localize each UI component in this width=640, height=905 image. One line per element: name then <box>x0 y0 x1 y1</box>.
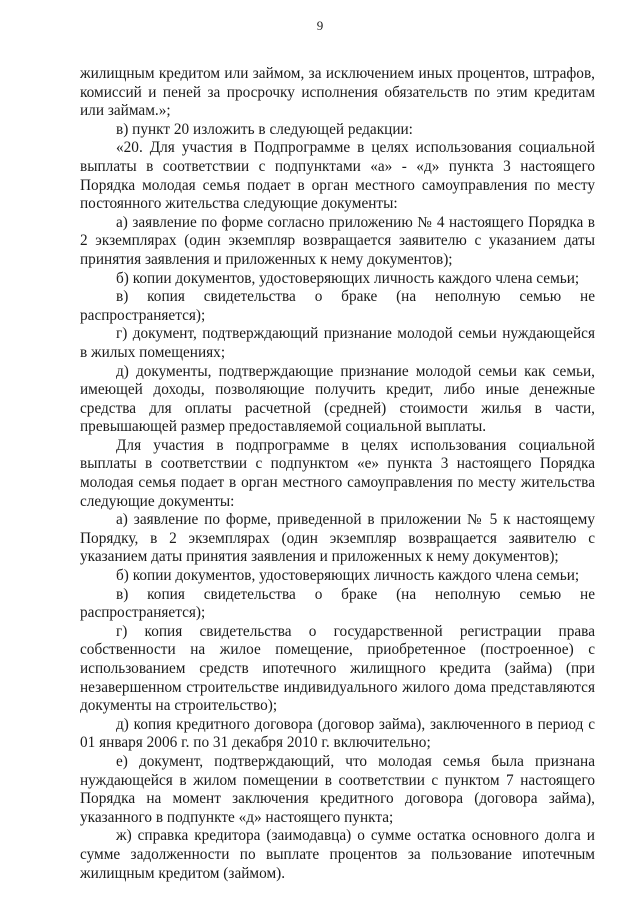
list-item-b-2: б) копии документов, удостоверяющих личность каждого члена семьи; <box>116 567 580 585</box>
list-item-b: б) копии документов, удостоверяющих личность каждого члена семьи; <box>116 269 580 287</box>
paragraph-clause-20: «20. Для участия в Подпрограмме в целях использования социальной выплаты в соответствии с подпунктами «а» - «д» пункта 3 настоящего Порядка молодая семья подает в орган местного самоуправления по месту постоянного жительства следующие документы: <box>80 139 595 213</box>
list-item-zh-2: ж) справка кредитора (заимодавца) о сумме остатка основного долга и сумме задолженности по выплате процентов за пользование ипотечным жилищным кредитом (займом). <box>80 827 595 882</box>
paragraph-continuation: жилищным кредитом или займом, за исключением иных процентов, штрафов, комиссий и пеней за просрочку исполнения обязательств по этим кредитам или займам.»; <box>80 65 595 120</box>
list-item-a: а) заявление по форме согласно приложению № 4 настоящего Порядка в 2 экземплярах (один экземпляр возвращается заявителю с указанием даты принятия заявления и приложенных к нему документов); <box>80 213 595 268</box>
list-item-d: д) документы, подтверждающие признание молодой семьи как семьи, имеющей доходы, позволяющие получить кредит, либо иные денежные средства для оплаты расчетной (средней) стоимости жилья в части, превышающей размер предоставляемой социальной выплаты. <box>80 362 595 436</box>
page-number: 9 <box>316 18 324 33</box>
paragraph-amendment-intro: в) пункт 20 изложить в следующей редакции: <box>116 120 413 138</box>
paragraph-subprogram-e: Для участия в подпрограмме в целях использования социальной выплаты в соответствии с подпунктом «е» пункта 3 настоящего Порядка молодая семья подает в орган местного самоуправления по месту жительства следующие документы: <box>80 436 595 510</box>
list-item-v: в) копия свидетельства о браке (на неполную семью не распространяется); <box>80 288 595 324</box>
list-item-e-2: е) документ, подтверждающий, что молодая семья была признана нуждающейся в жилом помещении в соответствии с пунктом 7 настоящего Порядка на момент заключения кредитного договора (договора займа), указанного в подпункте «д» настоящего пункта; <box>80 752 595 826</box>
document-body <box>80 65 595 883</box>
list-item-v-2: в) копия свидетельства о браке (на неполную семью не распространяется); <box>80 585 595 622</box>
list-item-g: г) документ, подтверждающий признание молодой семьи нуждающейся в жилых помещениях; <box>80 325 595 361</box>
list-item-a-2: а) заявление по форме, приведенной в приложении № 5 к настоящему Порядку, в 2 экземплярах (один экземпляр возвращается заявителю с указанием даты принятия заявления и приложенных к нему документов); <box>80 511 595 566</box>
list-item-d-2: д) копия кредитного договора (договор займа), заключенного в период с 01 января 2006 г. по 31 декабря 2010 г. включительно; <box>80 715 595 752</box>
list-item-g-2: г) копия свидетельства о государственной регистрации права собственности на жилое помещение, приобретенное (построенное) с использованием средств ипотечного жилищного кредита (займа) (при незавершенном строительстве индивидуального жилого дома представляются документы на строительство); <box>80 622 595 715</box>
